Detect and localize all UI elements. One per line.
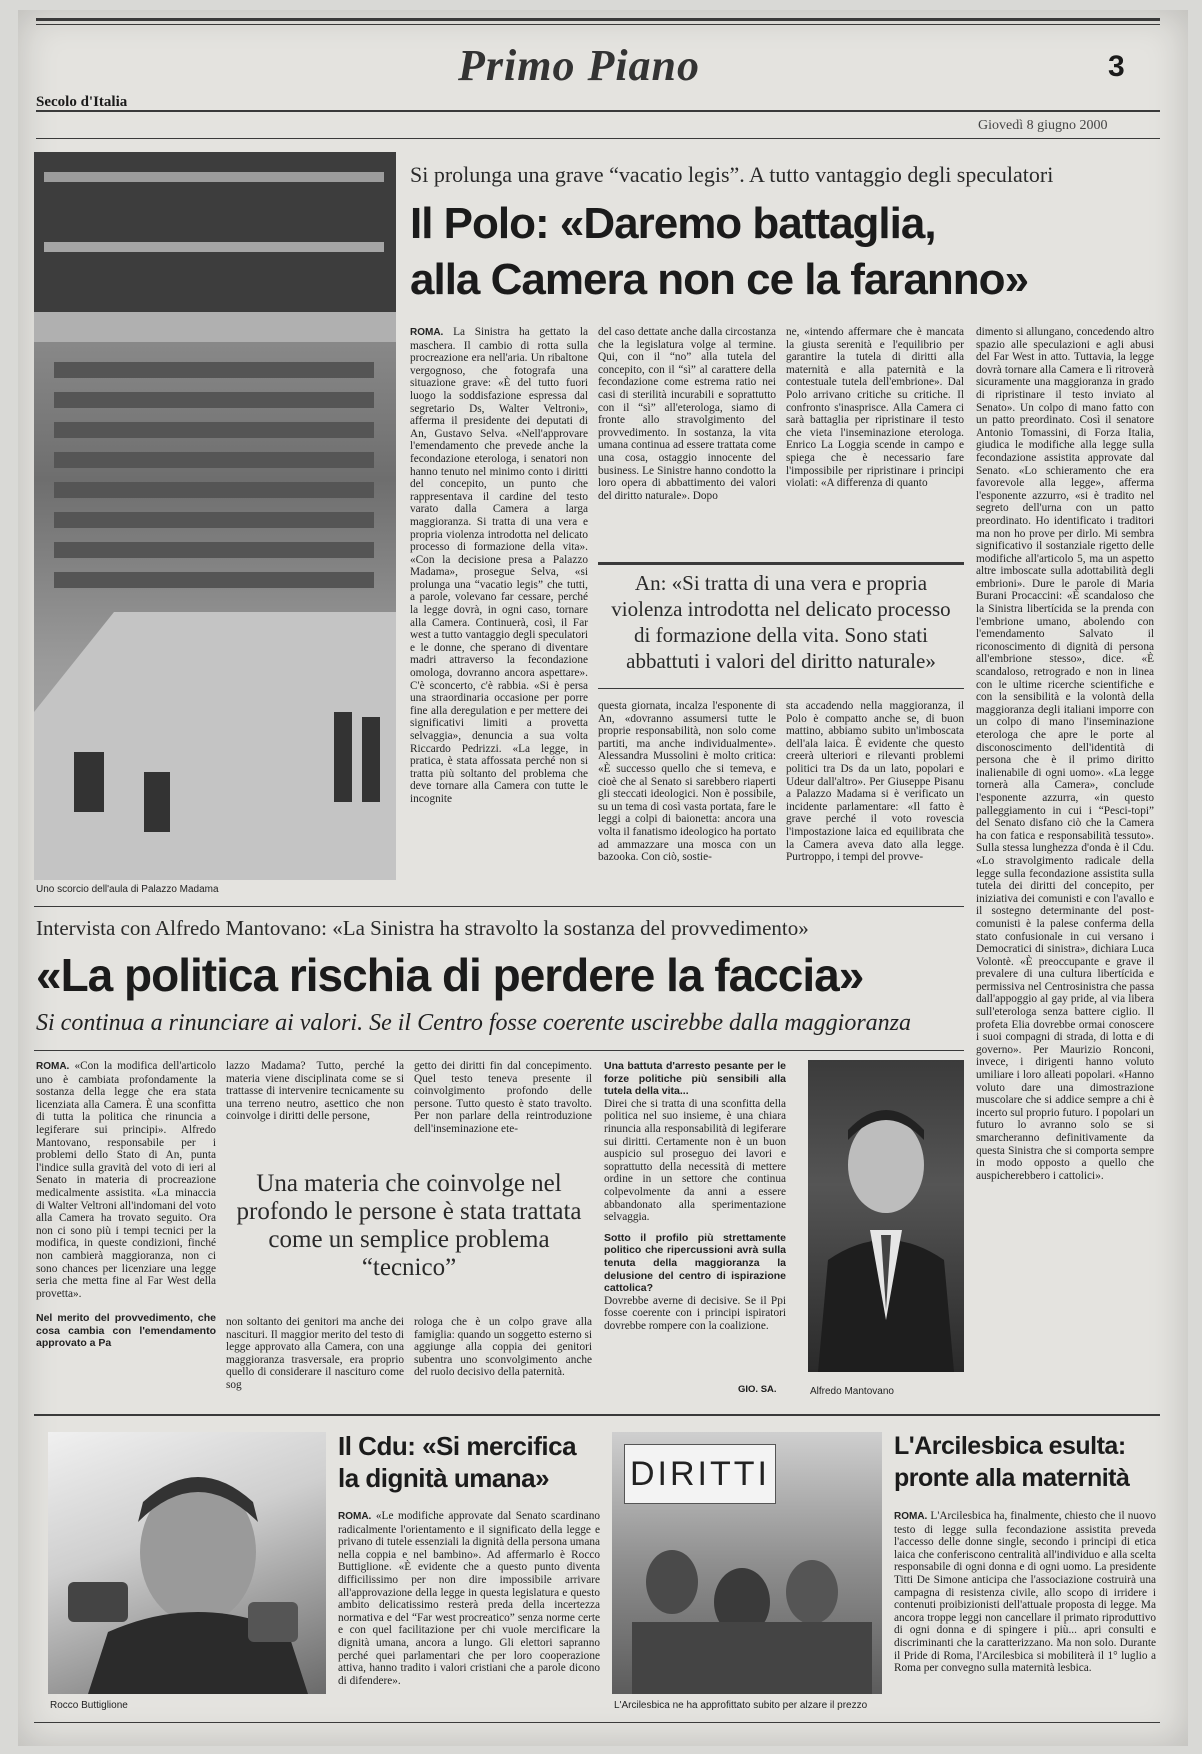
interview-column-4 [604, 1060, 786, 1396]
section-title: Primo Piano [458, 41, 701, 90]
lead-headline-2: alla Camera non ce la faranno» [410, 255, 1029, 304]
lead-photo-caption: Uno scorcio dell'aula di Palazzo Madama [36, 884, 219, 895]
masthead-rule [36, 110, 1160, 112]
lead-dateline: ROMA. [410, 327, 444, 338]
interview-rule [34, 1050, 964, 1051]
section-divider [34, 906, 964, 907]
lead-column-2-top: del caso dettate anche dalla circostanza che la legislatura volge al termine. Qui, con il “no” alla tutela del concepito, con il “sì” al carattere della fecondazione come estrema ratio nei casi di sterilità incurabili e soprattutto con il “sì” all'eterologa, siamo di fronte allo stravolgimento del provvedimento. In sostanza, la vita umana continua ad essere trattata come una cosa, ostaggio innocente del business. Le Sinistre hanno condotto la loro opera di abbattimento dei valori del diritto naturale». Dopo [598, 326, 776, 502]
top-rule [36, 18, 1160, 21]
cdu-text [338, 1510, 600, 1710]
interview-kicker: Intervista con Alfredo Mantovano: «La Sinistra ha stravolto la sostanza del provvedimento» [36, 916, 809, 940]
interview-column-3-top: getto dei diritti fin dal concepimento. Quel testo teneva presente il coinvolgimento profondo delle persone. Tutto questo è stato travolto. Per non parlare della reintroduzione dell'inseminazione ete- [414, 1060, 592, 1135]
arcilesbica-text-body: L'Arcilesbica ha, finalmente, chiesto che il nuovo testo di legge sulla fecondazione assistita preveda l'accesso delle donne single, secondo i principi di etica laica che conferiscono centralità all'individuo e alla scelta responsabile di ogni donna e di ogni uomo. La presidente Titti De Simone anticipa che l'associazione costruirà una campagna di resistenza civile, allo scopo di irridere i contenuti proibizionisti dell'attuale proposta di legge. Ma ancora troppe leggi non cancellare il primato riproduttivo di ogni donna e di spingere i più... apri consulti e discriminanti che la caratterizzano. Ma non solo. Durante il Pride di Roma, l'Arcilesbica si mobiliterà il 1° luglio a Roma per convegno sulla maternità lesbica. [894, 1510, 1156, 1675]
crowd-illustration [612, 1432, 882, 1694]
cdu-headline: Il Cdu: «Si mercifica la dignità umana» [338, 1431, 577, 1493]
page-number: 3 [1108, 50, 1125, 83]
interview-headline: «La politica rischia di perdere la faccia» [36, 949, 864, 1001]
newspaper-name: Secolo d'Italia [36, 94, 128, 110]
interview-column-2-top: lazzo Madama? Tutto, perché la materia viene disciplinata come se si trattasse di intervenire tecnicamente su una terreno neutro, asettico che non coinvolge i diritti delle persone, [226, 1060, 404, 1123]
issue-date: Giovedì 8 giugno 2000 [978, 118, 1108, 133]
interview-dateline: ROMA. [36, 1061, 70, 1072]
interview-column-2-bottom: non soltanto dei genitori ma anche dei nascituri. Il maggior merito del testo di legge approvato alla Camera, con una maggioranza trasversale, era proprio quello di considerare il nascituro come sog [226, 1316, 404, 1391]
interview-column-1-text: «Con la modifica dell'articolo uno è cambiata profondamente la sostanza della legge che era stata licenziata alla Camera. È una sconfitta di tutta la politica che rinuncia a legiferare sui principi». Alfredo Mantovano, responsabile per i problemi dello Stato di An, punta l'indice sulla gravità del voto di ieri al Senato in materia di procreazione medicalmente assistita. «La minaccia di Walter Veltroni all'indomani del voto alla Camera ha trovato seguito. Ora non ci sono più i tempi tecnici per la modifica, in queste condizioni, finché non cambierà maggioranza, non ci sono chances per licenziare una legge seria che metta fine al Far West della provetta». [36, 1060, 216, 1300]
mantovano-portrait [808, 1060, 964, 1372]
interview-question-2: Una battuta d'arresto pesante per le forze politiche più sensibili alla tutela della vita... [604, 1060, 786, 1098]
interview-question-3: Sotto il profilo più strettamente politico che ripercussioni avrà sulla tenuta della maggioranza la delusione del centro di ispirazione cattolica? [604, 1231, 786, 1295]
arcilesbica-photo [612, 1432, 882, 1694]
senate-chamber-illustration [34, 152, 396, 880]
interview-question-1: Nel merito del provvedimento, che cosa cambia con l'emendamento approvato a Pa [36, 1312, 216, 1350]
date-rule [36, 138, 1160, 139]
lead-column-3-top: ne, «intendo affermare che è mancata la giusta serenità e l'equilibrio per garantire la tutela di diritti alla maternità e alla paternità e la contestuale tutela dell'embrione». Dal Polo arrivano critiche su critiche. Il confronto s'inasprisce. Alla Camera ci sarà battaglia per ripristinare il testo che vieta l'inseminazione eterologa. Enrico La Loggia scende in campo e spiega che è necessario fare l'impossibile per ripristinare i principi violati: «A differenza di quanto [786, 326, 964, 490]
interview-pullquote: Una materia che coinvolge nel profondo le persone è stata trattata come un semplice problema “tecnico” [236, 1170, 582, 1281]
interview-column-3-bottom: rologa che è un colpo grave alla famiglia: quando un soggetto esterno si aggiunge alla coppia dei genitori subentra uno sconvolgimento anche del ruolo decisivo della paternità. [414, 1316, 592, 1379]
cdu-text-body: «Le modifiche approvate dal Senato scardinano radicalmente l'orientamento e il significato della legge e privano di tutele essenziali la dignità della persona umana nella coppia e nel bambino». Ad affermarlo è Rocco Buttiglione. «È evidente che a questo punto diventa difficilissimo per non dire impossibile arrivare all'approvazione della legge in questa legislatura e questo ambito delicatissimo resterà preda della incertezza normativa e del “Far west procreatico” senza norme certe e con quel facilitazione per chi vuole mercificare la dignità umana, ancora a lungo. Gli elettori sapranno perché quei parlamentari che per loro cooperazione attiva, hanno tradito i valori cristiani che a parole dicono di difendere». [338, 1510, 600, 1687]
arcilesbica-headline: L'Arcilesbica esulta: pronte alla maternità [894, 1432, 1130, 1492]
pullquote-rule-top [598, 562, 964, 565]
bottom-strip-rule [34, 1414, 1160, 1416]
interview-answer-3: Dovrebbe averne di decisive. Se il Ppi fosse coerente con i principi ispiratori dovrebbe rompere con la coalizione. [604, 1294, 786, 1332]
lead-column-3-bottom: sta accadendo nella maggioranza, il Polo è compatto anche se, di buon mattino, abbiamo subito un'imboscata dell'ala laica. È evidente che questo creerà ulteriori e rilevanti problemi politici tra Ds da un lato, popolari e Udeur dall'altro». Per Giuseppe Pisanu a Palazzo Madama si è verificato un incidente parlamentare: «Il fatto è grave perché il voto rovescia l'impostazione laica ed equilibrata che la Camera aveva dato alla legge. Purtroppo, i tempi del provve- [786, 700, 964, 864]
buttiglione-portrait [48, 1432, 326, 1694]
interview-column-1 [36, 1060, 216, 1360]
cdu-dateline: ROMA. [338, 1511, 372, 1522]
mantovano-photo [808, 1060, 964, 1372]
buttiglione-caption: Rocco Buttiglione [50, 1700, 128, 1711]
senate-chamber-photo [34, 152, 396, 880]
lead-column-4: dimento si allungano, concedendo altro spazio alle speculazioni e agli abusi del Far West in atto. Tuttavia, la legge dovrà tornare alla Camera e lì ritroverà sicuramente una maggioranza in grado di ripristinare il testo inviato al Senato». Un colpo di mano fatto con un patto preordinato. Così il senatore Antonio Tomassini, di Forza Italia, giudica le modifiche alla legge sulla fecondazione assistita approvate dal Senato. «Lo schieramento che era favorevole alla legge», afferma l'esponente azzurro, «si è tradito nel segreto dell'urna con un patto preordinato. Ho identificato i traditori ma non ho prove per dirlo. Mi sembra significativo il sostanziale rigetto delle modifiche all'articolo 5, ma un aspetto altre imboscate sulla adottabilità degli embrioni». Dure le parole di Maria Burani Procaccini: «È scandaloso che la Sinistra libertícida se la prenda con l'embrione umano, abolendo con l'emendamento Salvato il riconoscimento di dignità di persona all'embrione stesso», dice. «È scandaloso, retrogrado e non in linea con le ultime ricerche scientifiche e con la sensibilità e la volontà della maggioranza degli italiani imporre con un colpo di mano l'inseminazione eterologa che apre le porte al disconoscimento dell'identità di persona che è il primo diritto inalienabile di ogni uomo». «La legge tornerà alla Camera», conclude l'esponente azzurra, «in questo palleggiamento in cui i “Pesci-topi” del Senato disfano ciò che la Camera ha con fatica e responsabilità tessuto». Sulla stessa lunghezza d'onda è il Cdu. «Lo stravolgimento radicale della legge sulla fecondazione assistita sulla tutela dei diritti del concepito, per iniziativa dei comunisti e con l'avallo e il sostegno determinante del post-comunisti è la palese conferma della stato confusionale in cui versano i Democratici di sinistra», dichiara Luca Volontè. «È preoccupante e grave il prevalere di una cultura libertícida e permissiva nel Centrosinistra che passa dall'appoggio al gay pride, al via libera sull'eterologa senza battere ciglio. Il profeta Elia dovrebbe ormai conoscere i suoi compagni di strada, di lotta e di governo». Per Maurizio Ronconi, invece, i dirigenti hanno voluto umiliare i loro alleati popolari. «Hanno voluto dare una dimostrazione muscolare che si addice sempre a chi è incerto sul proprio futuro. I popolari un futuro lo avranno solo se si smarcheranno definitivamente da questa Sinistra che si comporta sempre in modo opposto a quello che auspicherebbero i cattolici». [976, 326, 1154, 1182]
lead-column-2-bottom: questa giornata, incalza l'esponente di An, «dovranno assumersi tutte le proprie responsabilità, non solo come partiti, ma anche individualmente». Alessandra Mussolini è molto critica: «È successo quello che si temeva, e cioè che al Senato si sarebbero riaperti gli steccati ideologici. Non è possibile, su un tema di così vasta portata, fare le leggi a colpi di baionetta: ancora una volta il fanatismo ideologico ha portato ad ammazzare una mosca con un bazooka. Con ciò, sostie- [598, 700, 776, 864]
buttiglione-photo [48, 1432, 326, 1694]
diritti-sign-text: DIRITTI [630, 1455, 770, 1493]
lead-column-1-text: La Sinistra ha gettato la maschera. Il cambio di rotta sulla procreazione era nell'aria. Un ribaltone vergognoso, che fotografa una situazione grave: «È del tutto fuori luogo la soddisfazione espressa dal segretario Ds, Walter Veltroni», afferma il presidente dei deputati di An, Gustavo Selva. «Nell'approvare l'emendamento che prevede anche la fecondazione eterologa, i senatori non hanno tenuto nel minimo conto i diritti del concepito, un punto che rappresentava il cardine del testo varato dalla Camera a larga maggioranza. Si tratta di una vera e propria violenza introdotta nel delicato processo di formazione della vita». «Con la decisione presa a Palazzo Madama», prosegue Selva, «si prolunga una “vacatio legis” che tutti, a parole, volevano far cessare, perché la legge dovrà, in ogni caso, tornare alla Camera. Continuerà, così, il Far west a tutto vantaggio degli speculatori e le donne, che sperano di diventare madri attraverso la fecondazione omologa, dovranno ancora aspettare». C'è sconcerto, c'è rabbia. «Si è persa una straordinaria occasione per porre fine alla deregulation e per mettere dei significativi limiti a provetta selvaggia», denuncia a sua volta Riccardo Pedrizzi. «La legge, in pratica, è stata affossata perché non si tratta più soltanto del problema che deve tornare alla Camera con tutte le incognite [410, 326, 588, 805]
newspaper-page [18, 10, 1188, 1746]
interview-subhead: Si continua a rinunciare ai valori. Se il Centro fosse coerente uscirebbe dalla maggioranza [36, 1010, 912, 1036]
lead-kicker: Si prolunga una grave “vacatio legis”. A tutto vantaggio degli speculatori [410, 162, 1054, 187]
arcilesbica-dateline: ROMA. [894, 1511, 928, 1522]
arcilesbica-text [894, 1510, 1156, 1710]
arcilesbica-caption: L'Arcilesbica ne ha approfittato subito per alzare il prezzo [614, 1700, 868, 1711]
lead-pullquote: An: «Si tratta di una vera e propria violenza introdotta nel delicato processo di formazione della vita. Sono stati abbattuti i valori del diritto naturale» [611, 571, 951, 673]
lead-headline-1: Il Polo: «Daremo battaglia, [410, 199, 936, 248]
lead-column-1 [410, 326, 588, 878]
bottom-rule [34, 1722, 1160, 1723]
mantovano-caption: Alfredo Mantovano [810, 1386, 894, 1397]
interview-signature: GIO. SA. [738, 1384, 777, 1395]
interview-answer-2: Direi che si tratta di una sconfitta della politica nel suo insieme, è una chiara rinuncia alla responsabilità di legiferare sui diritti. Certamente non è un buon auspicio sul proseguo dei lavori e soprattutto della necessità di mettere ordine in un settore che continua colpevolmente da anni a essere abbandonato alla sperimentazione selvaggia. [604, 1097, 786, 1224]
top-rule-thin [36, 24, 1160, 25]
pullquote-rule-bottom [598, 688, 964, 689]
